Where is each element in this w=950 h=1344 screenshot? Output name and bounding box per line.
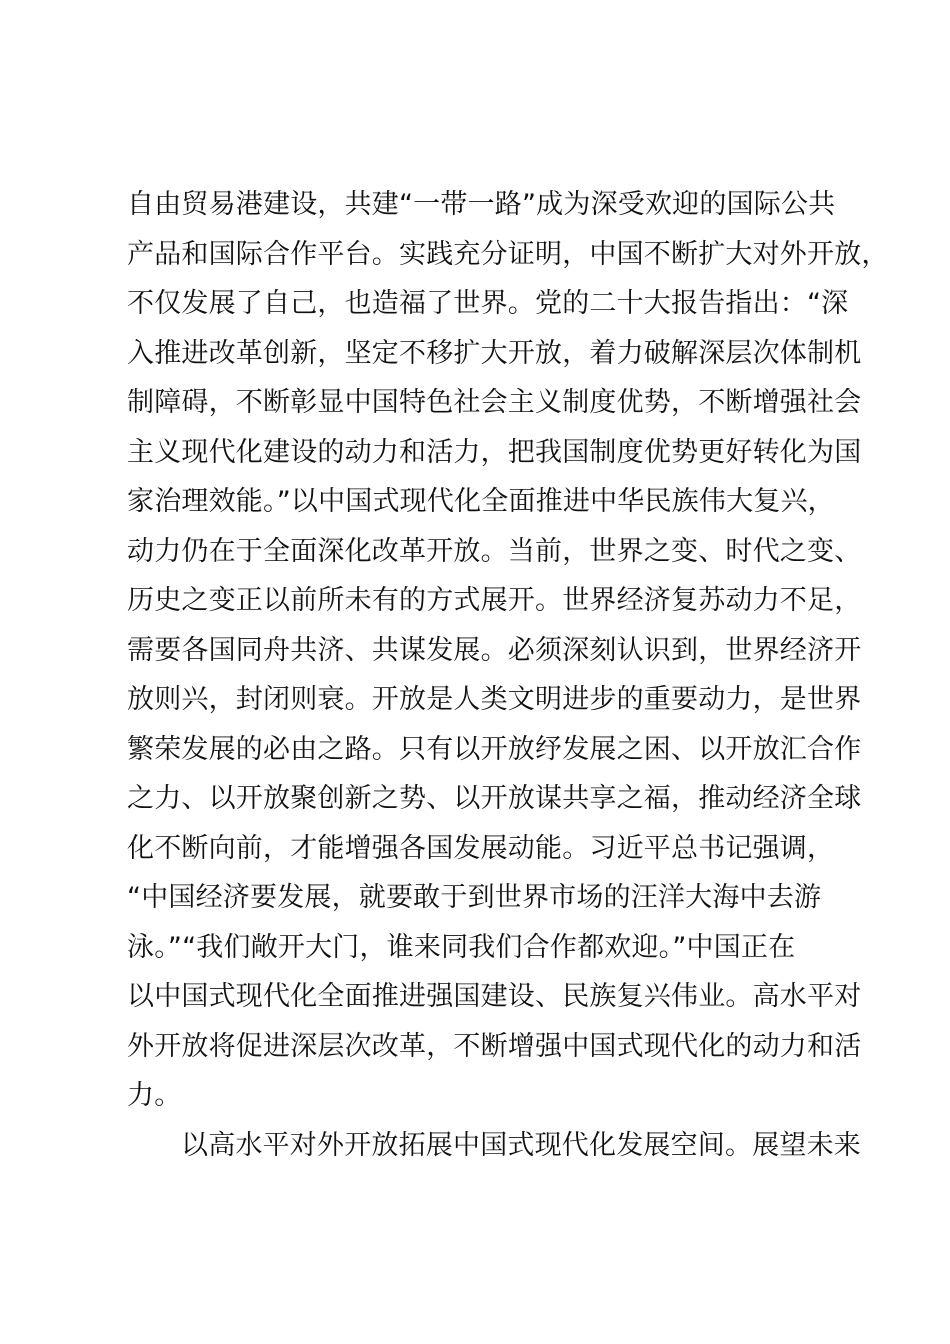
text-line: 外开放将促进深层次改革，不断增强中国式现代化的动力和活 [127,1030,862,1062]
text-line: 化不断向前，才能增强各国发展动能。习近平总书记强调， [127,832,835,864]
text-line: 历史之变正以前所未有的方式展开。世界经济复苏动力不足， [127,585,862,616]
text-line: “中国经济要发展，就要敢于到世界市场的汪洋大海中去游 [127,882,822,913]
text-line: 需要各国同舟共济、共谋发展。必须深刻认识到，世界经济开 [127,634,862,666]
paragraph-start-line: 以高水平对外开放拓展中国式现代化发展空间。展望未来 [181,1129,861,1161]
text-line: 入推进改革创新，坚定不移扩大开放，着力破解深层次体制机 [127,337,862,369]
text-line: 制障碍，不断彰显中国特色社会主义制度优势，不断增强社会 [127,387,862,418]
text-line: 之力、以开放聚创新之势、以开放谋共享之福，推动经济全球 [127,783,862,814]
body-text [127,180,889,1170]
text-line: 力。 [127,1080,182,1111]
text-line: 放则兴，封闭则衰。开放是人类文明进步的重要动力，是世界 [127,684,862,715]
text-line: 产品和国际合作平台。实践充分证明，中国不断扩大对外开放， [127,238,889,270]
text-line: 以中国式现代化全面推进强国建设、民族复兴伟业。高水平对 [127,981,862,1012]
text-line: 动力仍在于全面深化改革开放。当前，世界之变、时代之变、 [127,535,862,567]
text-line: 不仅发展了自己，也造福了世界。党的二十大报告指出：“深 [127,288,849,319]
text-line: 家治理效能。”以中国式现代化全面推进中华民族伟大复兴， [127,486,835,517]
text-line: 繁荣发展的必由之路。只有以开放纾发展之困、以开放汇合作 [127,733,862,765]
text-line: 自由贸易港建设，共建“一带一路”成为深受欢迎的国际公共 [127,189,836,220]
text-line: 主义现代化建设的动力和活力，把我国制度优势更好转化为国 [127,436,862,468]
text-line: 泳。”“我们敞开大门，谁来同我们合作都欢迎。”中国正在 [127,931,796,963]
